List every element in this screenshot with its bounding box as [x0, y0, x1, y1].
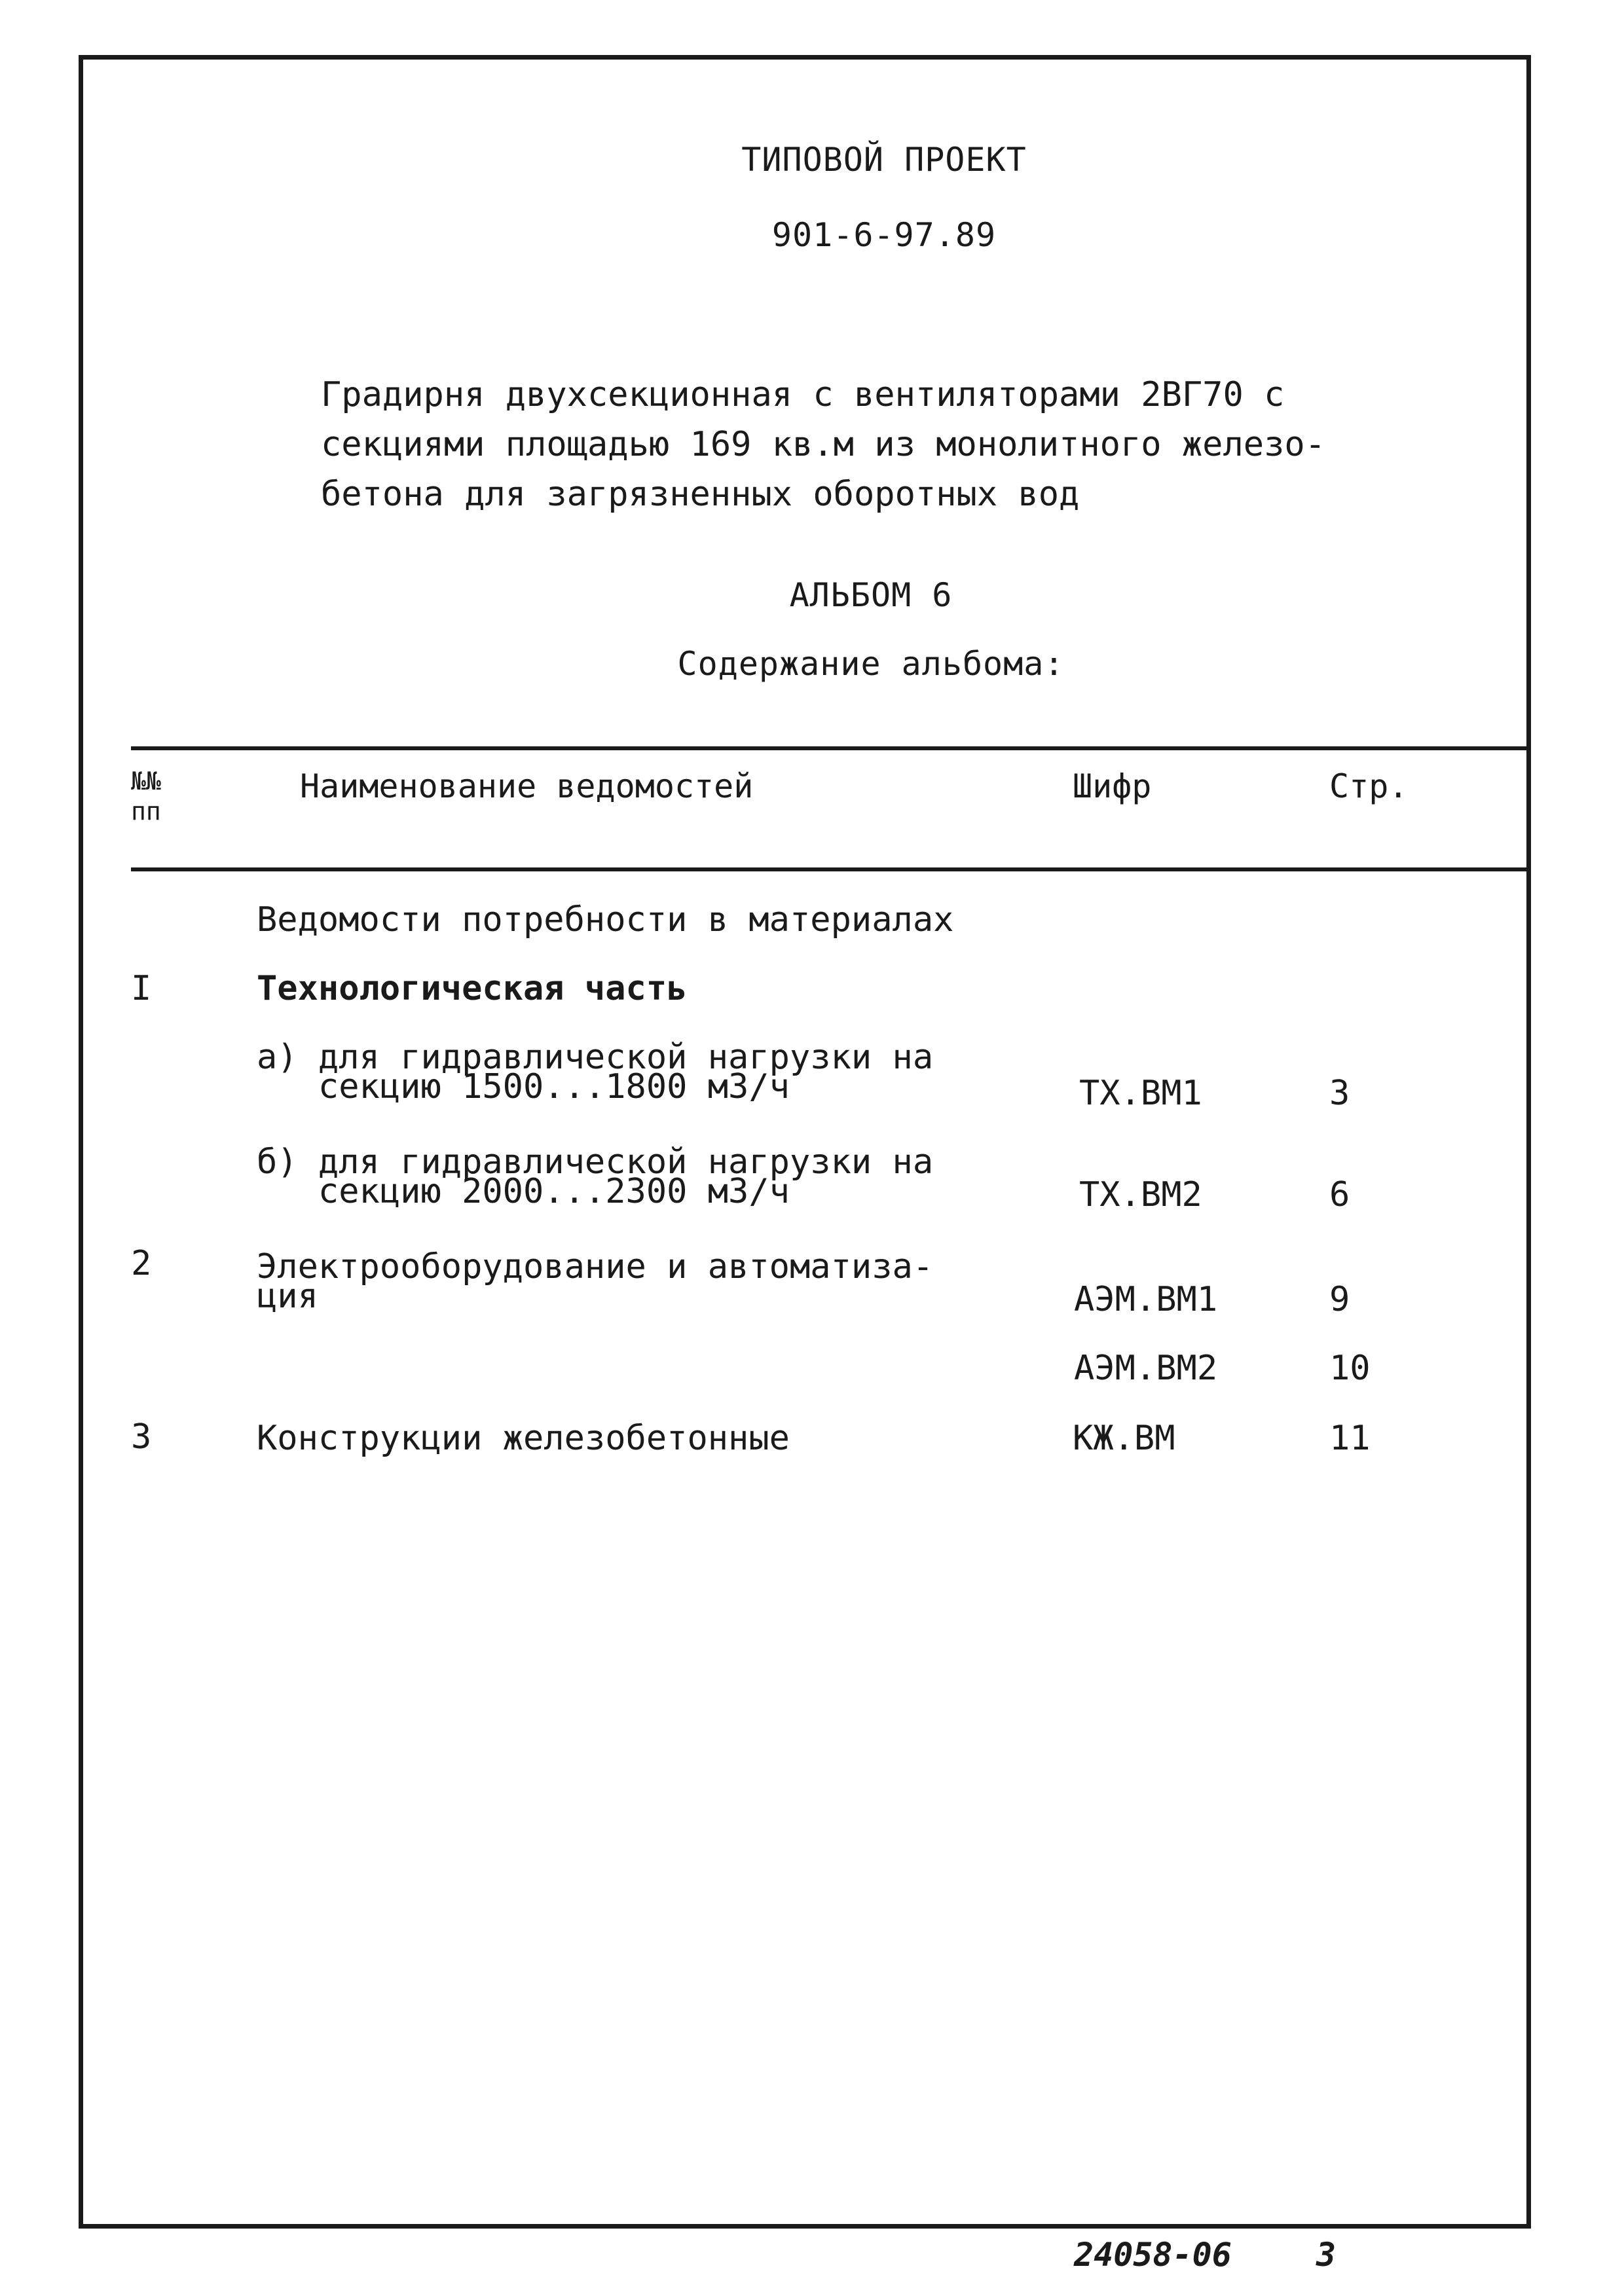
row-page: 10	[1329, 1349, 1371, 1388]
column-header-code: Шифр	[1073, 767, 1152, 805]
project-description	[321, 370, 1434, 519]
table-header-rule	[131, 867, 1531, 871]
column-header-number	[131, 766, 161, 826]
footer-archive-code: 24058-06	[1074, 2236, 1232, 2274]
column-header-name: Наименование ведомостей	[300, 767, 754, 805]
row-page: 6	[1329, 1175, 1350, 1214]
document-type-title: ТИПОВОЙ ПРОЕКТ	[741, 141, 1027, 179]
table-top-rule	[131, 746, 1531, 750]
section-heading: Ведомости потребности в материалах	[257, 900, 954, 939]
contents-heading: Содержание альбома:	[677, 645, 1065, 683]
row-name: Конструкции железобетонные	[257, 1419, 790, 1458]
row-page: 3	[1329, 1074, 1350, 1113]
column-header-number-line: №№	[131, 767, 161, 795]
row-number: 3	[131, 1417, 152, 1457]
row-code: АЭМ.ВМ2	[1074, 1349, 1218, 1388]
row-name: Технологическая часть	[257, 969, 688, 1008]
row-name-line: Электрооборудование и автоматиза-	[257, 1247, 934, 1286]
row-page: 11	[1329, 1419, 1371, 1458]
row-number: I	[131, 969, 152, 1008]
column-header-number-line: пп	[131, 797, 161, 826]
row-number: 2	[131, 1244, 152, 1283]
row-code: ТХ.ВМ1	[1079, 1074, 1202, 1113]
row-page: 9	[1329, 1280, 1350, 1319]
album-title: АЛЬБОМ 6	[789, 576, 953, 614]
row-name-line: ция	[257, 1277, 318, 1316]
row-name-line: секцию 1500...1800 м3/ч	[257, 1067, 790, 1106]
description-line: Градирня двухсекционная с вентиляторами 2ВГ70 с	[321, 375, 1285, 414]
row-code: ТХ.ВМ2	[1079, 1175, 1202, 1214]
row-code: АЭМ.ВМ1	[1074, 1280, 1218, 1319]
row-name-line: секцию 2000...2300 м3/ч	[257, 1172, 790, 1211]
description-line: секциями площадью 169 кв.м из монолитного железо-	[321, 425, 1326, 464]
column-header-page: Стр.	[1329, 767, 1409, 805]
row-name-line: а) для гидравлической нагрузки на	[257, 1038, 934, 1077]
footer-page-number: 3	[1316, 2236, 1337, 2274]
project-code: 901-6-97.89	[771, 216, 997, 254]
row-code: КЖ.ВМ	[1073, 1419, 1175, 1458]
row-name-line: б) для гидравлической нагрузки на	[257, 1142, 934, 1182]
description-line: бетона для загрязненных оборотных вод	[321, 475, 1080, 514]
